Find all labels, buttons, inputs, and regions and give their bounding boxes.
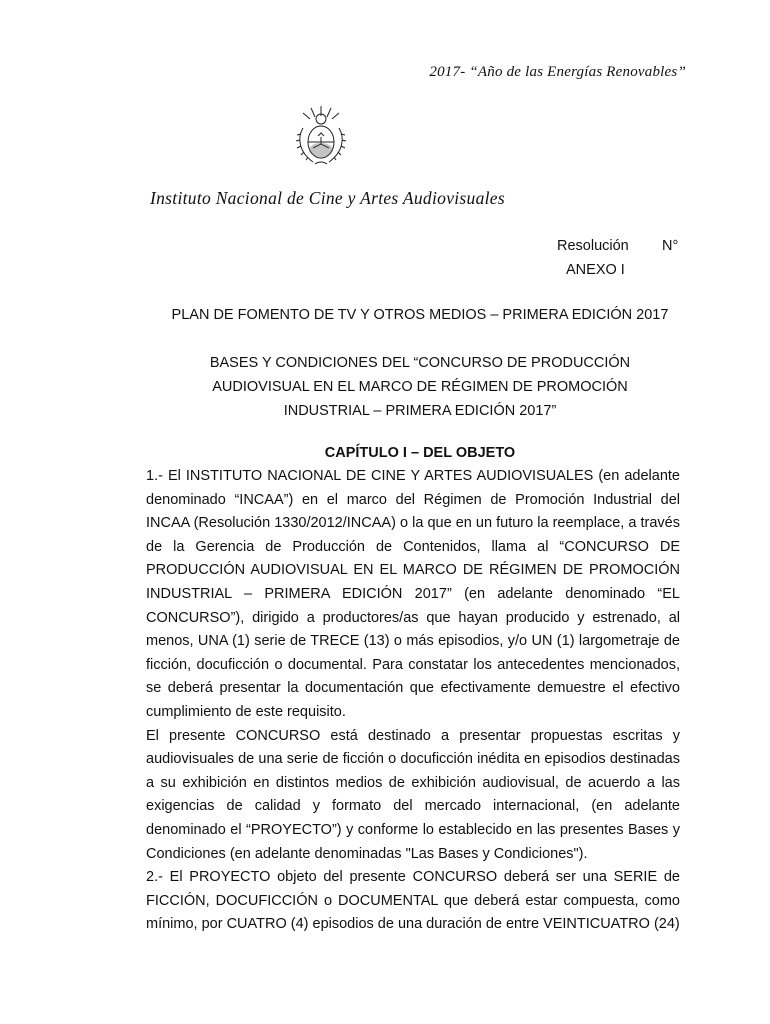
paragraph: 1.- El INSTITUTO NACIONAL DE CINE Y ARTES AUDIOVISUALES (en adelante denominado “INCAA”) en el marco del Régimen de Promoción Industrial del INCAA (Resolución 1330/2012/INCAA) o la que en un futuro la reemplace, a través de la Gerencia de Producción de Contenidos, llama al “CONCURSO DE PRODUCCIÓN AUDIOVISUAL EN EL MARCO DE RÉGIMEN DE PROMOCIÓN INDUSTRIAL – PRIMERA EDICIÓN 2017” (en adelante denominado “EL CONCURSO”), dirigido a productores/as que hayan producido y estrenado, al menos, UNA (1) serie de TRECE (13) o más episodios, y/o UN (1) largometraje de ficción, docuficción o documental. Para constatar los antecedentes mencionados, se deberá presentar la documentación que efectivamente demuestre el efectivo cumplimiento de este requisito.	[146, 468, 680, 720]
bases-title-line: BASES Y CONDICIONES DEL “CONCURSO DE PRODUCCIÓN	[209, 355, 631, 371]
annex-label: ANEXO I	[566, 262, 625, 278]
resolution-number-label: N°	[662, 238, 679, 254]
bases-title-line: INDUSTRIAL – PRIMERA EDICIÓN 2017”	[283, 403, 557, 419]
paragraph: El presente CONCURSO está destinado a presentar propuestas escritas y audiovisuales de una serie de ficción o docuficción inédita en episodios destinadas a su exhibición en distintos medios de exhibición audiovisual, de acuerdo a las exigencias de calidad y formato del mercado internacional, (en adelante denominado el “PROYECTO”) y conforme lo establecido en las presentes Bases y Condiciones (en adelante denominadas "Las Bases y Condiciones").	[146, 727, 680, 862]
paragraph: 2.- El PROYECTO objeto del presente CONCURSO deberá ser una SERIE de FICCIÓN, DOCUFICCIÓN o DOCUMENTAL que deberá estar compuesta, como mínimo, por CUATRO (4) episodios de una duración de entre VEINTICUATRO (24)	[146, 869, 680, 933]
year-motto: 2017- “Año de las Energías Renovables”	[429, 64, 686, 80]
bases-title-line: AUDIOVISUAL EN EL MARCO DE RÉGIMEN DE PROMOCIÓN	[212, 379, 628, 395]
national-coat-of-arms-icon	[291, 104, 351, 166]
plan-title: PLAN DE FOMENTO DE TV Y OTROS MEDIOS – PRIMERA EDICIÓN 2017	[171, 307, 669, 323]
resolution-label: Resolución	[557, 238, 629, 254]
chapter-heading: CAPÍTULO I – DEL OBJETO	[324, 445, 516, 461]
institute-name: Instituto Nacional de Cine y Artes Audiovisuales	[150, 188, 505, 208]
document-body	[146, 465, 680, 937]
bases-title	[100, 351, 740, 423]
